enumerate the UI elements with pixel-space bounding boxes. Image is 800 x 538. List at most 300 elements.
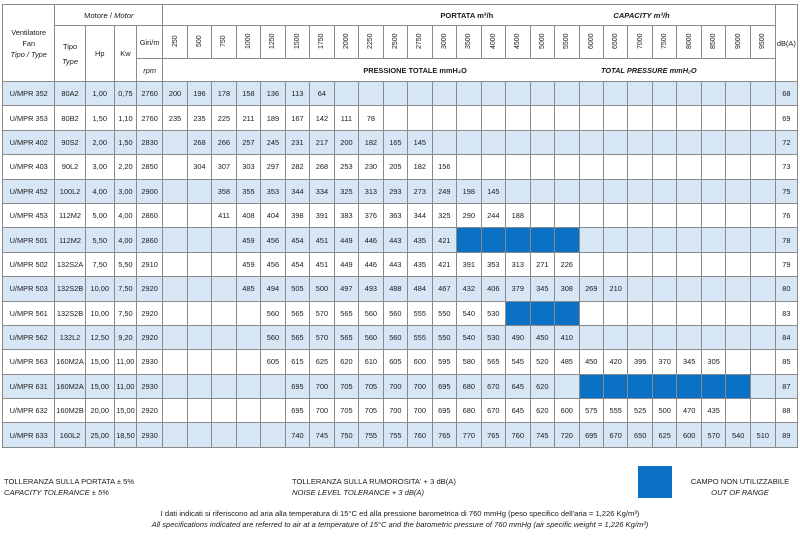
pressure-cell xyxy=(628,155,652,179)
pressure-cell: 510 xyxy=(750,423,775,447)
pressure-cell: 257 xyxy=(236,130,260,154)
out-of-range-cell xyxy=(628,374,652,398)
rpm-cell: 2920 xyxy=(137,325,163,349)
motor-type-cell: 160L2 xyxy=(55,423,85,447)
db-cell: 76 xyxy=(775,203,797,227)
pressure-cell: 182 xyxy=(408,155,432,179)
flow-col-header xyxy=(359,26,383,59)
pressure-cell xyxy=(603,252,627,276)
girm-header: Giri/m xyxy=(137,26,163,59)
pressure-cell: 230 xyxy=(359,155,383,179)
out-of-range-cell xyxy=(652,374,676,398)
pressure-cell xyxy=(334,82,358,106)
pressure-cell: 705 xyxy=(334,374,358,398)
db-cell: 89 xyxy=(775,423,797,447)
pressure-cell xyxy=(187,252,211,276)
pressure-cell xyxy=(579,179,603,203)
pressure-cell: 376 xyxy=(359,203,383,227)
pressure-cell: 705 xyxy=(359,374,383,398)
pressure-cell: 305 xyxy=(701,350,725,374)
rpm-cell: 2850 xyxy=(137,155,163,179)
flow-value-label: 750 xyxy=(220,35,228,47)
tolerance-noise: NOISE LEVEL TOLERANCE + 3 dB(A) xyxy=(292,488,425,497)
pressure-cell xyxy=(432,82,456,106)
flow-col-header xyxy=(603,26,627,59)
out-of-range-cell xyxy=(726,374,750,398)
pressure-cell: 406 xyxy=(481,277,505,301)
pressure-cell: 297 xyxy=(261,155,285,179)
pressure-cell xyxy=(236,350,260,374)
pressure-cell xyxy=(701,203,725,227)
pressure-cell xyxy=(628,82,652,106)
pressure-cell: 226 xyxy=(555,252,579,276)
pressure-cell: 454 xyxy=(285,252,309,276)
flow-col-header xyxy=(187,26,211,59)
pressure-cell xyxy=(750,374,775,398)
pressure-cell: 490 xyxy=(506,325,530,349)
flow-value-label: 2250 xyxy=(367,33,375,49)
pressure-cell xyxy=(628,301,652,325)
pressure-cell: 560 xyxy=(359,301,383,325)
pressure-cell xyxy=(677,203,701,227)
pressure-cell: 620 xyxy=(530,374,554,398)
pressure-cell: 745 xyxy=(310,423,334,447)
pressure-cell: 695 xyxy=(285,374,309,398)
motor-type-cell: 80A2 xyxy=(55,82,85,106)
out-of-range-cell xyxy=(457,228,481,252)
pressure-cell xyxy=(163,374,187,398)
pressure-cell: 755 xyxy=(383,423,407,447)
pressure-cell: 550 xyxy=(432,325,456,349)
kw-cell: 7,50 xyxy=(114,301,136,325)
rpm-cell: 2860 xyxy=(137,203,163,227)
pressure-cell: 484 xyxy=(408,277,432,301)
pressure-cell: 565 xyxy=(285,301,309,325)
pressure-cell xyxy=(236,423,260,447)
pressure-cell xyxy=(750,106,775,130)
pressure-cell: 217 xyxy=(310,130,334,154)
pressure-cell xyxy=(408,82,432,106)
pressure-cell: 600 xyxy=(677,423,701,447)
pressure-cell xyxy=(701,228,725,252)
pressure-cell: 345 xyxy=(677,350,701,374)
motor-type-cell: 80B2 xyxy=(55,106,85,130)
pressure-cell: 268 xyxy=(310,155,334,179)
db-cell: 88 xyxy=(775,399,797,423)
pressure-cell: 595 xyxy=(432,350,456,374)
pressure-cell: 325 xyxy=(334,179,358,203)
fan-model-cell: U/MPR 402 xyxy=(3,130,55,154)
pressure-cell xyxy=(677,106,701,130)
pressure-cell: 540 xyxy=(726,423,750,447)
pressure-cell xyxy=(750,203,775,227)
flow-value-label: 8500 xyxy=(710,33,718,49)
air-conditions-note xyxy=(0,508,800,530)
pressure-cell: 408 xyxy=(236,203,260,227)
pressure-cell xyxy=(212,252,236,276)
pressure-cell: 273 xyxy=(408,179,432,203)
pressure-cell: 420 xyxy=(603,350,627,374)
pressure-cell xyxy=(628,106,652,130)
pressure-cell xyxy=(579,106,603,130)
pressure-cell xyxy=(628,203,652,227)
pressure-cell xyxy=(359,82,383,106)
pressure-cell xyxy=(726,325,750,349)
pressure-cell xyxy=(579,130,603,154)
pressure-cell: 540 xyxy=(457,301,481,325)
pressure-cell xyxy=(579,203,603,227)
pressure-cell xyxy=(481,155,505,179)
db-cell: 84 xyxy=(775,325,797,349)
pressure-cell xyxy=(187,399,211,423)
pressure-cell xyxy=(750,399,775,423)
pressure-cell: 235 xyxy=(163,106,187,130)
rpm-cell: 2920 xyxy=(137,399,163,423)
pressure-cell xyxy=(212,350,236,374)
legend-campo: CAMPO NON UTILIZZABILE xyxy=(690,477,790,486)
pressure-cell xyxy=(261,399,285,423)
hp-cell: 20,00 xyxy=(85,399,114,423)
pressure-cell xyxy=(555,130,579,154)
out-of-range-cell xyxy=(579,374,603,398)
pressure-cell: 600 xyxy=(408,350,432,374)
motor-type-cell: 90L2 xyxy=(55,155,85,179)
pressure-cell: 353 xyxy=(261,179,285,203)
pressure-cell: 421 xyxy=(432,228,456,252)
hp-cell: 4,00 xyxy=(85,179,114,203)
note-en: All specifications indicated are referred to air at a temperature of 15°C and the barometric pressure of 760 mmHg (air specific weight = 1,226 Kg/m³) xyxy=(151,520,649,529)
pressure-cell: 344 xyxy=(408,203,432,227)
pressure-cell: 245 xyxy=(261,130,285,154)
kw-cell: 2,20 xyxy=(114,155,136,179)
flow-col-header xyxy=(236,26,260,59)
flow-value-label: 8000 xyxy=(685,33,693,49)
pressure-cell: 449 xyxy=(334,228,358,252)
pressure-cell xyxy=(726,82,750,106)
out-of-range-cell xyxy=(481,228,505,252)
motor-tipo-label: Tipo xyxy=(62,41,78,51)
pressure-cell: 459 xyxy=(236,228,260,252)
fan-header-it: Ventilatore xyxy=(11,27,47,37)
flow-value-label: 6500 xyxy=(612,33,620,49)
pressure-cell: 565 xyxy=(334,301,358,325)
pressure-cell xyxy=(677,179,701,203)
pressure-cell: 271 xyxy=(530,252,554,276)
rpm-cell: 2760 xyxy=(137,106,163,130)
pressure-cell: 188 xyxy=(506,203,530,227)
table-row xyxy=(3,423,798,447)
pressure-cell: 249 xyxy=(432,179,456,203)
pressure-cell xyxy=(750,179,775,203)
pressure-cell xyxy=(701,106,725,130)
fan-model-cell: U/MPR 502 xyxy=(3,252,55,276)
pressure-cell: 497 xyxy=(334,277,358,301)
flow-value-label: 1500 xyxy=(293,33,301,49)
pressure-cell xyxy=(726,179,750,203)
pressure-cell: 570 xyxy=(701,423,725,447)
pressure-cell xyxy=(701,155,725,179)
flow-value-label: 9500 xyxy=(759,33,767,49)
fan-model-cell: U/MPR 353 xyxy=(3,106,55,130)
db-cell: 83 xyxy=(775,301,797,325)
pressure-cell: 450 xyxy=(530,325,554,349)
flow-value-label: 9000 xyxy=(734,33,742,49)
kw-cell: 9,20 xyxy=(114,325,136,349)
pressure-cell xyxy=(187,203,211,227)
pressure-cell: 307 xyxy=(212,155,236,179)
pressure-cell: 451 xyxy=(310,228,334,252)
pressure-cell: 304 xyxy=(187,155,211,179)
out-of-range-legend-swatch xyxy=(638,466,672,498)
pressure-cell xyxy=(530,203,554,227)
note-it: I dati indicati si riferiscono ad aria alla temperatura di 15°C ed alla pressione barometrica di 760 mmHg (peso specifico dell'aria = 1,226 Kg/m³) xyxy=(160,509,640,518)
flow-col-header xyxy=(628,26,652,59)
kw-cell: 1,50 xyxy=(114,130,136,154)
pressure-cell xyxy=(506,179,530,203)
hp-cell: 7,50 xyxy=(85,252,114,276)
pressure-cell xyxy=(555,82,579,106)
motor-type-cell: 100L2 xyxy=(55,179,85,203)
pressure-cell: 705 xyxy=(359,399,383,423)
pressure-cell xyxy=(457,155,481,179)
flow-col-header xyxy=(701,26,725,59)
pressure-cell: 570 xyxy=(310,301,334,325)
pressione-label: PRESSIONE TOTALE mmH₂O xyxy=(363,65,467,75)
pressure-cell: 145 xyxy=(481,179,505,203)
kw-cell: 1,10 xyxy=(114,106,136,130)
pressure-cell: 313 xyxy=(506,252,530,276)
pressure-cell xyxy=(236,399,260,423)
pressure-cell: 253 xyxy=(334,155,358,179)
pressure-cell: 695 xyxy=(432,399,456,423)
flow-value-label: 2000 xyxy=(342,33,350,49)
pressure-cell xyxy=(726,301,750,325)
pressure-cell: 435 xyxy=(408,252,432,276)
pressure-cell: 432 xyxy=(457,277,481,301)
pressure-cell: 353 xyxy=(481,252,505,276)
pressure-cell xyxy=(726,228,750,252)
pressure-cell xyxy=(677,277,701,301)
pressure-cell xyxy=(750,277,775,301)
pressure-cell xyxy=(187,350,211,374)
pressure-cell: 645 xyxy=(506,374,530,398)
motor-type-cell: 132S2A xyxy=(55,252,85,276)
flow-col-header xyxy=(726,26,750,59)
pressure-cell xyxy=(187,179,211,203)
kw-cell: 3,00 xyxy=(114,179,136,203)
flow-col-header xyxy=(457,26,481,59)
pressure-cell xyxy=(163,277,187,301)
out-of-range-cell xyxy=(555,301,579,325)
fan-model-cell: U/MPR 633 xyxy=(3,423,55,447)
pressure-cell: 313 xyxy=(359,179,383,203)
motor-type-cell: 132S2B xyxy=(55,301,85,325)
pressure-cell xyxy=(677,301,701,325)
fan-model-cell: U/MPR 503 xyxy=(3,277,55,301)
pressure-cell: 760 xyxy=(408,423,432,447)
fan-model-cell: U/MPR 561 xyxy=(3,301,55,325)
pressure-cell: 560 xyxy=(261,301,285,325)
db-cell: 69 xyxy=(775,106,797,130)
pressure-cell: 493 xyxy=(359,277,383,301)
portata-label: PORTATA m³/h xyxy=(440,10,494,20)
pressure-cell xyxy=(603,203,627,227)
db-column-header: dB(A) xyxy=(775,5,797,82)
table-row xyxy=(3,277,798,301)
pressure-cell xyxy=(408,106,432,130)
flow-value-label: 3500 xyxy=(465,33,473,49)
out-of-range-cell xyxy=(530,301,554,325)
pressure-cell xyxy=(163,252,187,276)
pressure-cell xyxy=(555,106,579,130)
pressure-cell xyxy=(163,203,187,227)
flow-col-header xyxy=(310,26,334,59)
pressure-cell: 765 xyxy=(432,423,456,447)
fan-model-cell: U/MPR 563 xyxy=(3,350,55,374)
pressure-cell xyxy=(750,325,775,349)
pressure-cell: 156 xyxy=(432,155,456,179)
pressure-cell xyxy=(628,252,652,276)
performance-table xyxy=(2,4,798,448)
pressure-cell: 670 xyxy=(481,399,505,423)
pressure-cell: 421 xyxy=(432,252,456,276)
pressure-cell xyxy=(457,106,481,130)
pressure-cell: 695 xyxy=(285,399,309,423)
pressure-cell xyxy=(628,179,652,203)
tolerance-rumore: TOLLERANZA SULLA RUMOROSITA' + 3 dB(A) xyxy=(292,477,456,486)
kw-cell: 18,50 xyxy=(114,423,136,447)
pressure-cell xyxy=(506,82,530,106)
hp-cell: 15,00 xyxy=(85,350,114,374)
pressure-cell xyxy=(555,203,579,227)
capacity-tolerance xyxy=(4,476,134,498)
fan-model-cell: U/MPR 352 xyxy=(3,82,55,106)
pressure-cell xyxy=(750,301,775,325)
flow-col-header xyxy=(383,26,407,59)
pressure-cell: 545 xyxy=(506,350,530,374)
pressure-cell xyxy=(187,325,211,349)
motor-header-en: Motor xyxy=(114,10,134,20)
pressure-cell xyxy=(750,82,775,106)
pressure-cell xyxy=(677,82,701,106)
pressure-cell xyxy=(701,130,725,154)
pressure-cell: 345 xyxy=(530,277,554,301)
pressure-cell xyxy=(677,228,701,252)
flow-value-label: 2750 xyxy=(416,33,424,49)
pressure-cell: 293 xyxy=(383,179,407,203)
pressure-cell xyxy=(726,350,750,374)
flow-value-label: 500 xyxy=(195,35,203,47)
pressure-cell xyxy=(628,277,652,301)
pressure-cell: 165 xyxy=(383,130,407,154)
pressure-cell xyxy=(677,130,701,154)
table-row xyxy=(3,82,798,106)
total-pressure-label: TOTAL PRESSURE mmH₂O xyxy=(601,65,697,75)
hp-cell: 10,00 xyxy=(85,301,114,325)
kw-cell: 11,00 xyxy=(114,374,136,398)
pressure-cell: 610 xyxy=(359,350,383,374)
pressure-cell: 113 xyxy=(285,82,309,106)
pressure-cell: 459 xyxy=(236,252,260,276)
pressure-cell xyxy=(701,301,725,325)
pressure-cell xyxy=(603,130,627,154)
pressure-cell xyxy=(187,301,211,325)
pressure-cell xyxy=(530,130,554,154)
pressure-cell: 500 xyxy=(652,399,676,423)
db-cell: 79 xyxy=(775,252,797,276)
pressure-cell xyxy=(677,155,701,179)
pressure-cell: 443 xyxy=(383,252,407,276)
pressure-cell: 142 xyxy=(310,106,334,130)
pressure-cell: 570 xyxy=(310,325,334,349)
pressure-cell xyxy=(163,350,187,374)
pressure-cell: 456 xyxy=(261,252,285,276)
pressure-cell: 167 xyxy=(285,106,309,130)
pressure-cell xyxy=(652,325,676,349)
out-of-range-cell xyxy=(506,301,530,325)
pressure-cell: 325 xyxy=(432,203,456,227)
pressure-cell: 334 xyxy=(310,179,334,203)
table-row xyxy=(3,374,798,398)
pressure-cell xyxy=(457,82,481,106)
pressure-cell: 456 xyxy=(261,228,285,252)
pressure-cell: 700 xyxy=(383,374,407,398)
pressure-cell: 720 xyxy=(555,423,579,447)
motor-type-label: Type xyxy=(62,56,78,66)
pressure-cell: 750 xyxy=(334,423,358,447)
hp-cell: 10,00 xyxy=(85,277,114,301)
flow-value-label: 5000 xyxy=(538,33,546,49)
db-cell: 78 xyxy=(775,228,797,252)
pressure-cell: 530 xyxy=(481,301,505,325)
table-row xyxy=(3,350,798,374)
pressure-cell xyxy=(652,301,676,325)
pressure-cell: 244 xyxy=(481,203,505,227)
pressure-cell xyxy=(652,82,676,106)
pressure-cell: 565 xyxy=(334,325,358,349)
flow-value-label: 4000 xyxy=(489,33,497,49)
pressure-cell xyxy=(212,301,236,325)
pressure-cell: 625 xyxy=(310,350,334,374)
pressure-cell xyxy=(701,82,725,106)
pressure-cell xyxy=(726,252,750,276)
pressure-cell: 700 xyxy=(383,399,407,423)
db-cell: 80 xyxy=(775,277,797,301)
pressure-cell: 620 xyxy=(530,399,554,423)
flow-value-label: 1000 xyxy=(244,33,252,49)
db-cell: 87 xyxy=(775,374,797,398)
pressure-cell xyxy=(163,130,187,154)
flow-header xyxy=(163,5,775,26)
tolerance-portata: TOLLERANZA SULLA PORTATA ± 5% xyxy=(4,477,135,486)
hp-cell: 25,00 xyxy=(85,423,114,447)
flow-value-label: 7500 xyxy=(661,33,669,49)
pressure-cell xyxy=(506,130,530,154)
pressure-cell: 700 xyxy=(310,374,334,398)
rpm-cell: 2910 xyxy=(137,252,163,276)
pressure-cell: 488 xyxy=(383,277,407,301)
pressure-cell xyxy=(555,179,579,203)
pressure-cell: 211 xyxy=(236,106,260,130)
pressure-cell xyxy=(212,325,236,349)
pressure-cell xyxy=(628,228,652,252)
motor-type-cell: 160M2A xyxy=(55,350,85,374)
flow-value-label: 6000 xyxy=(587,33,595,49)
pressure-cell xyxy=(187,423,211,447)
pressure-cell: 575 xyxy=(579,399,603,423)
motor-type-header xyxy=(55,26,85,82)
pressure-cell: 446 xyxy=(359,228,383,252)
